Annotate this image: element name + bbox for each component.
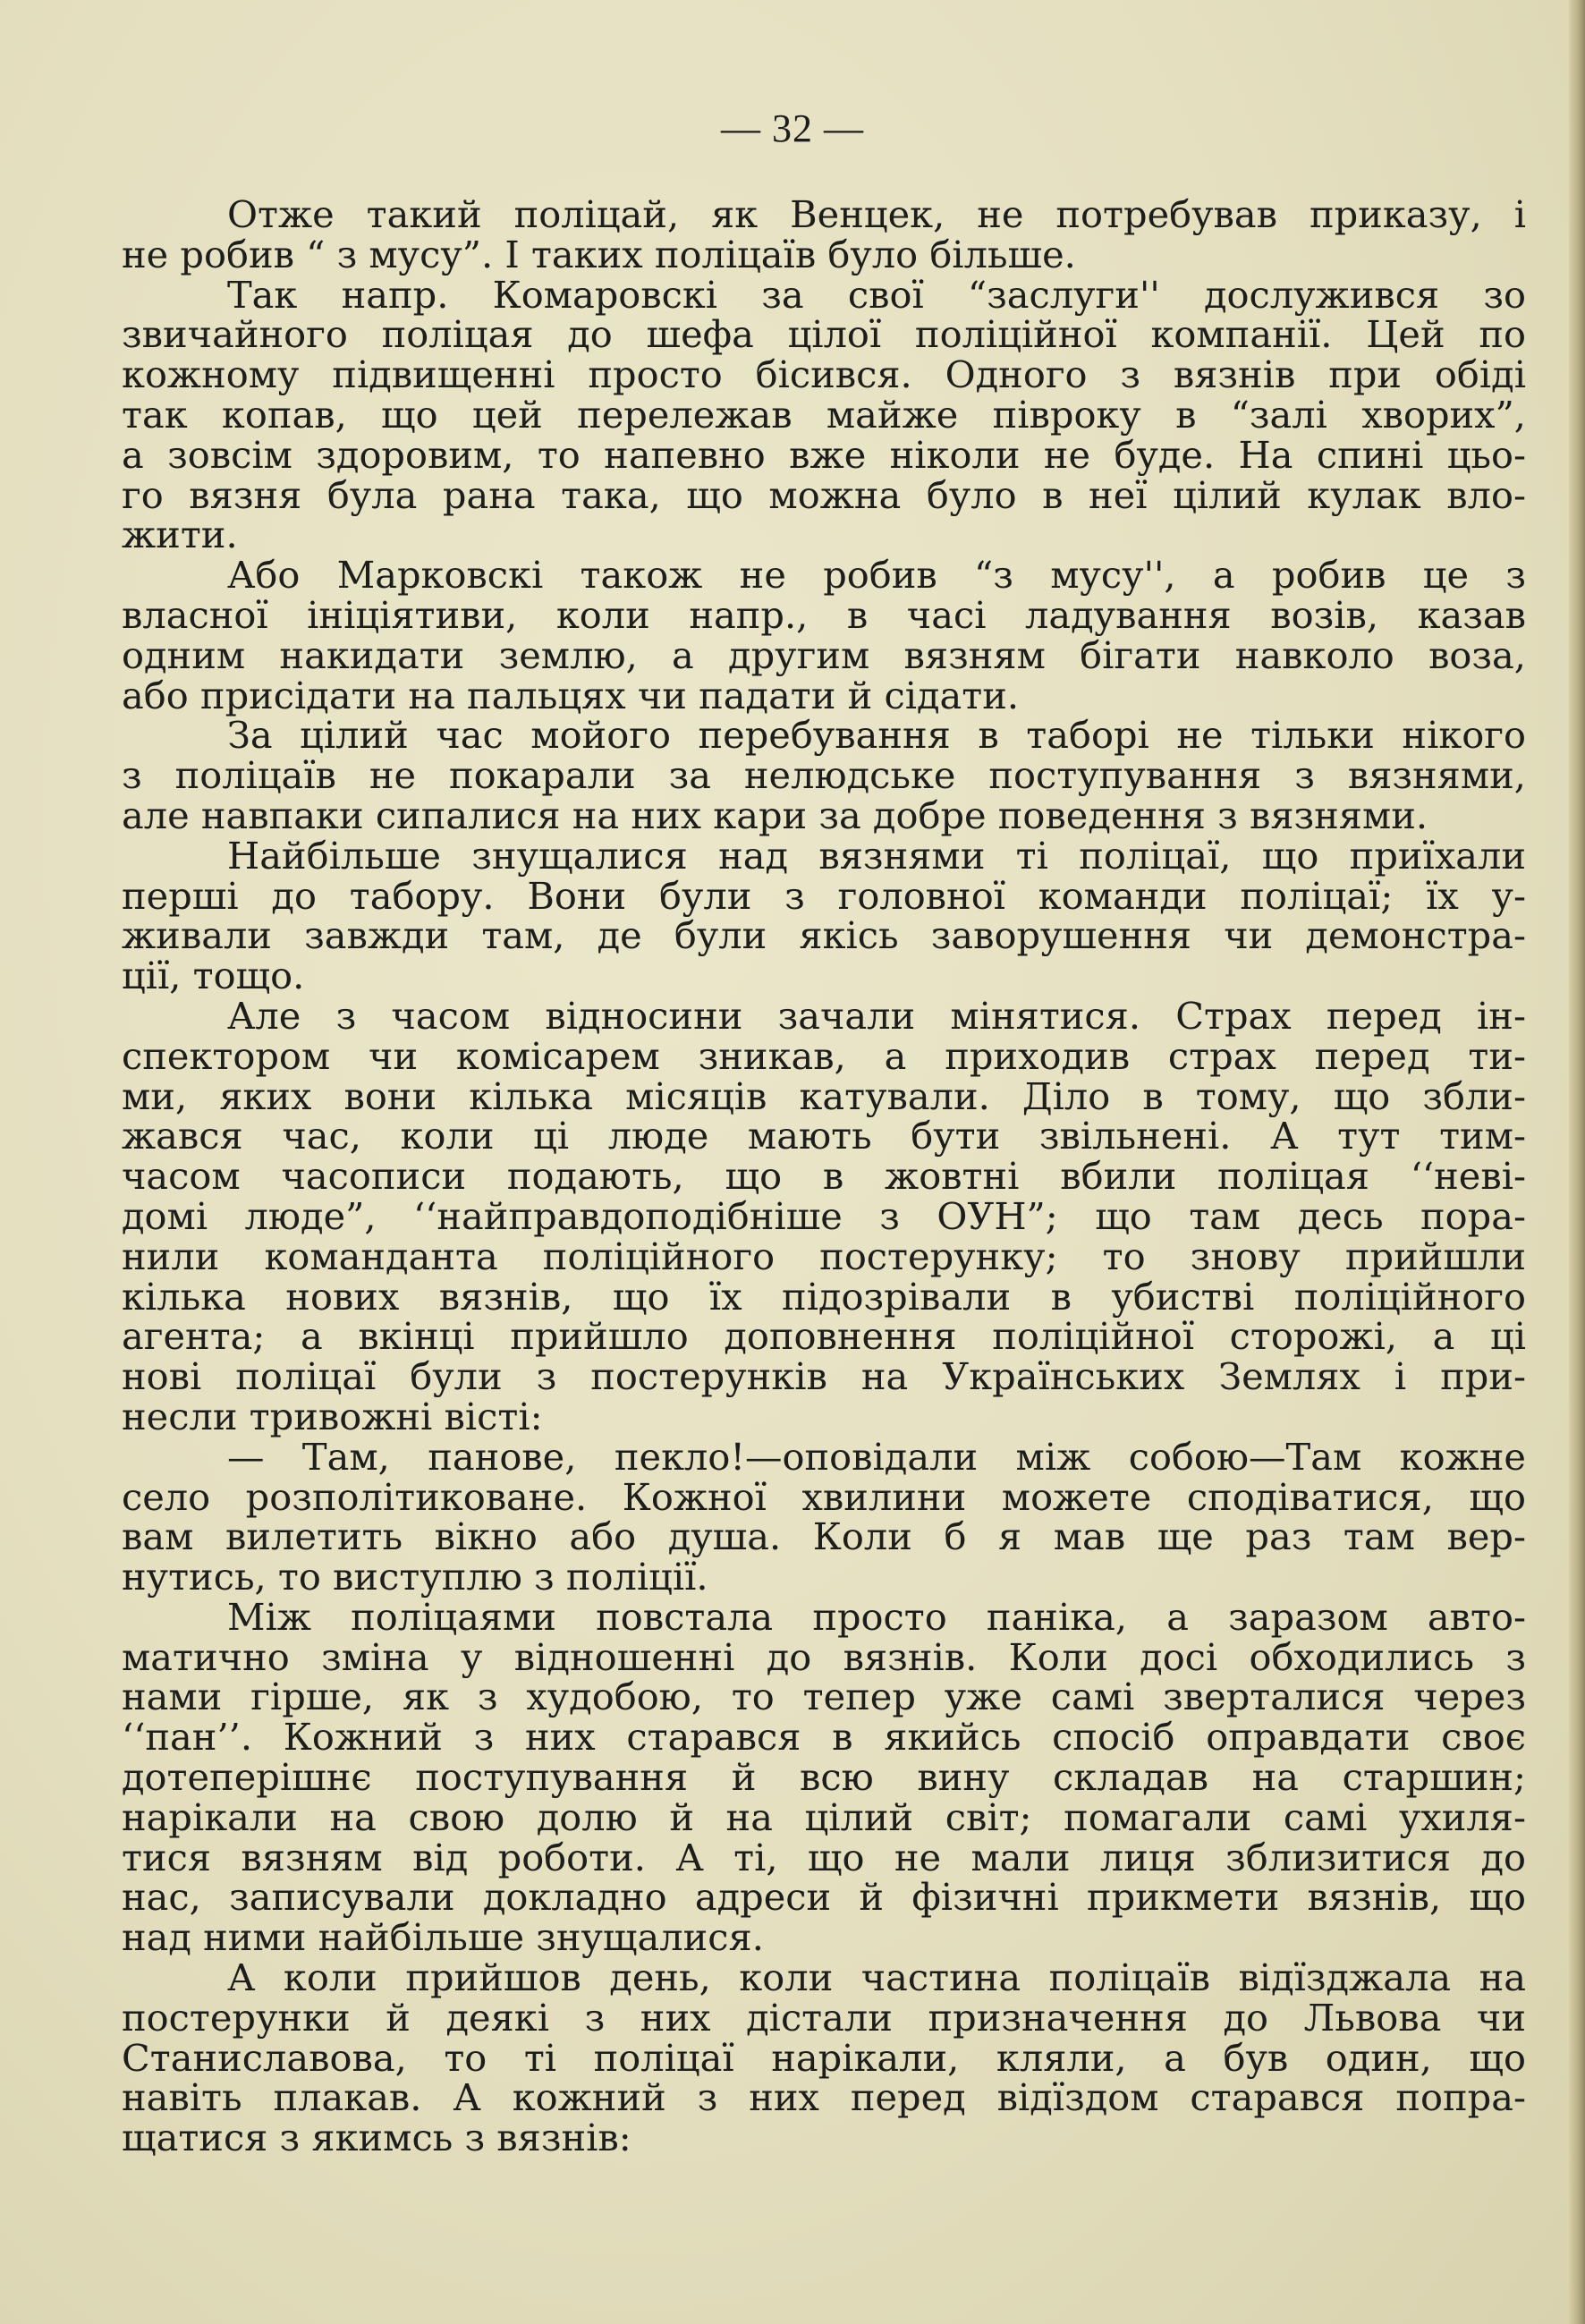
text-line: несли тривожні вісті: (122, 1394, 543, 1438)
text-line: — Там, панове, пекло!—оповідали між собою—Там кожне (227, 1434, 1526, 1479)
text-line: го вязня була рана така, що можна було в неї цілий кулак вло- (122, 472, 1526, 517)
text-line: дотеперішнє поступування й всю вину складав на старшин; (122, 1755, 1526, 1800)
text-line: нами гірше, як з худобою, то тепер уже самі зверталися через (122, 1675, 1526, 1719)
body-text (122, 192, 1526, 2160)
text-line: ції, тощо. (122, 954, 305, 998)
text-line: Або Марковскі також не робив “з мусу'', а робив це з (227, 553, 1526, 598)
text-line: ‘‘пан’’. Кожний з них старався в якийсь спосіб оправдати своє (122, 1715, 1526, 1760)
text-line: одним накидати землю, а другим вязням бігати навколо воза, (122, 632, 1526, 677)
paragraph (122, 192, 1526, 276)
text-line: часом часописи подають, що в жовтні вбили поліцая ‘‘неві- (122, 1154, 1526, 1199)
text-line: тися вязням від роботи. А ті, що не мали лиця зблизитися до (122, 1835, 1526, 1879)
text-line: село розполітиковане. Кожної хвилини можете сподіватися, що (122, 1474, 1526, 1519)
text-line: так копав, що цей перележав майже півроку в “залі хворих”, (122, 392, 1526, 437)
text-line: не робив “ з мусу”. І таких поліцаїв було більше. (122, 232, 1076, 276)
text-line: нарікали на свою долю й на цілий світ; помагали самі ухиля- (122, 1794, 1526, 1839)
text-line: але навпаки сипалися на них кари за добре поведення з вязнями. (122, 793, 1428, 837)
text-line: власної ініціятиви, коли напр., в часі ладування возів, казав (122, 592, 1526, 637)
text-line: жався час, коли ці люде мають бути звільнені. А тут тим- (122, 1114, 1526, 1158)
text-line: навіть плакав. А кожний з них перед відїздом старався попра- (122, 2075, 1526, 2120)
text-line: Між поліцаями повстала просто паніка, а заразом авто- (227, 1594, 1526, 1639)
text-line: матично зміна у відношенні до вязнів. Коли досі обходились з (122, 1634, 1526, 1679)
page-number: — 32 — (721, 106, 864, 150)
text-line: А коли прийшов день, коли частина поліцаїв відїзджала на (227, 1955, 1526, 2000)
paragraph (122, 993, 1526, 1438)
text-line: над ними найбільше знущалися. (122, 1915, 764, 1960)
text-line: Так напр. Комаровскі за свої “заслуги'' дослужився зо (227, 272, 1526, 317)
text-line: перші до табору. Вони були з головної команди поліцаї; їх у- (122, 873, 1526, 918)
text-line: жити. (122, 513, 238, 557)
text-line: спектором чи комісарем зникав, а приходив страх перед ти- (122, 1033, 1526, 1078)
text-line: вам вилетить вікно або душа. Коли б я мав ще раз там вер- (122, 1514, 1526, 1559)
text-line: з поліцаїв не покарали за нелюдське поступування з вязнями, (122, 753, 1526, 798)
text-line: кожному підвищенні просто бісився. Одного з вязнів при обіді (122, 352, 1526, 397)
text-line: Станиславова, то ті поліцаї нарікали, кляли, а був один, що (122, 2035, 1526, 2080)
text-line: або присідати на пальцях чи падати й сідати. (122, 673, 1020, 717)
text-line: нили команданта поліційного постерунку; то знову прийшли (122, 1234, 1526, 1278)
text-line: нас, записували докладно адреси й фізичні прикмети вязнів, що (122, 1875, 1526, 1920)
paragraph (122, 1434, 1526, 1599)
page-edge-shadow (1569, 0, 1585, 2324)
paragraph (122, 713, 1526, 837)
text-line: Отже такий поліцай, як Венцек, не потребував приказу, і (227, 192, 1526, 236)
paragraph (122, 272, 1526, 557)
text-line: ми, яких вони кілька місяців катували. Діло в тому, що збли- (122, 1073, 1526, 1118)
paragraph (122, 1955, 1526, 2160)
text-line: агента; а вкінці прийшло доповнення поліційної сторожі, а ці (122, 1314, 1526, 1359)
text-line: нові поліцаї були з постерунків на Українських Землях і при- (122, 1354, 1526, 1399)
text-line: щатися з якимсь з вязнів: (122, 2116, 631, 2160)
paragraph (122, 833, 1526, 998)
text-line: звичайного поліцая до шефа цілої поліційної компанії. Цей по (122, 312, 1526, 357)
text-line: а зовсім здоровим, то напевно вже ніколи не буде. На спині цьо- (122, 432, 1526, 477)
paragraph (122, 1594, 1526, 1960)
text-line: Найбільше знущалися над вязнями ті поліцаї, що приїхали (227, 833, 1526, 878)
text-line: живали завжди там, де були якісь заворушення чи демонстра- (122, 913, 1526, 958)
paragraph (122, 553, 1526, 717)
text-line: домі люде”, ‘‘найправдоподібніше з ОУН”; що там десь пора- (122, 1193, 1526, 1238)
text-line: Але з часом відносини зачали мінятися. Страх перед ін- (227, 993, 1526, 1038)
text-line: постерунки й деякі з них дістали призначення до Львова чи (122, 1995, 1526, 2040)
text-line: За цілий час мойого перебування в таборі не тільки нікого (227, 713, 1526, 758)
text-line: нутись, то виступлю з поліції. (122, 1555, 708, 1599)
text-line: кілька нових вязнів, що їх підозрівали в убистві поліційного (122, 1274, 1526, 1319)
